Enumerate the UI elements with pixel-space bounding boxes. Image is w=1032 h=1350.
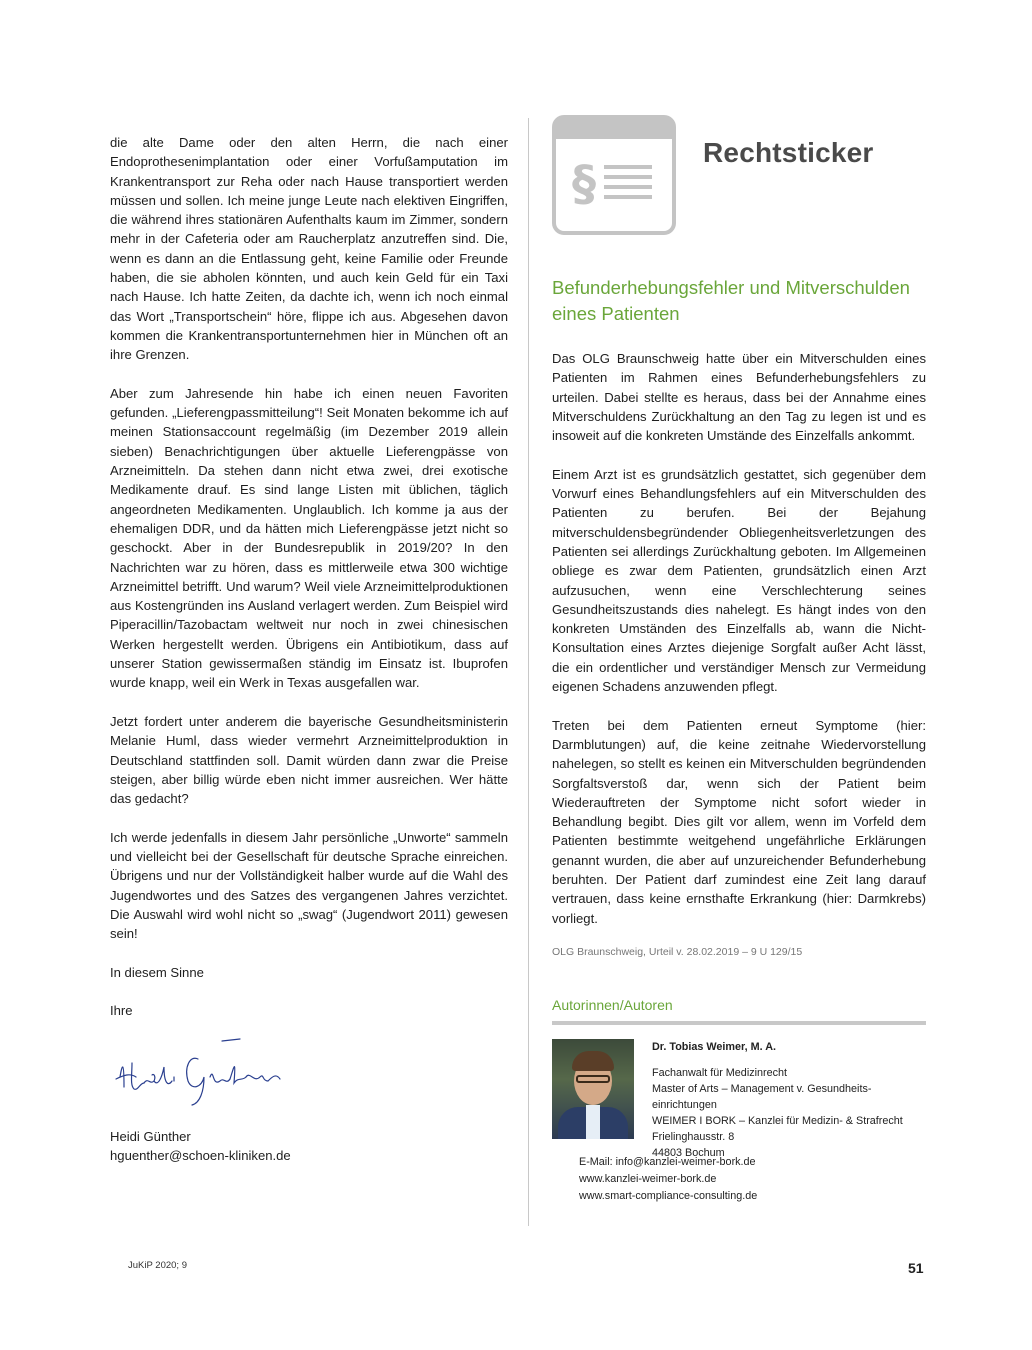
author-email-text: hguenther@schoen-kliniken.de: [110, 1148, 291, 1164]
article-title: Befunderhebungsfehler und Mitverschulden eines Patienten: [552, 277, 910, 324]
author-name: Dr. Tobias Weimer, M. A.: [652, 1040, 776, 1053]
author-email-link[interactable]: E-Mail: info@kanzlei-weimer-bork.de: [579, 1155, 756, 1168]
author-contact: [579, 1154, 757, 1205]
author-website-link-1[interactable]: www.kanzlei-weimer-bork.de: [579, 1172, 717, 1185]
author-info: [652, 1039, 932, 1161]
section-title: Rechtsticker: [703, 137, 874, 168]
left-column: [110, 133, 508, 1166]
article-paragraph-1: Das OLG Braunschweig hatte über ein Mitverschulden eines Patienten im Rahmen eines Befunderhebungsfehlers zu urteilen. Dabei stellte es heraus, dass bei der Annahme eines Mitverschuldens Zurückhaltung an den Tag zu legen ist und es insoweit auf die konkreten Umstände des Einzelfalls ankommt.: [552, 351, 926, 444]
citation: OLG Braunschweig, Urteil v. 28.02.2019 – 9 U 129/15: [552, 946, 803, 959]
svg-text:§: §: [572, 156, 596, 212]
left-paragraph-4: Ich werde jedenfalls in diesem Jahr persönliche „Unworte“ sammeln und vielleicht bei der Gesellschaft für deutsche Sprache einreichen. Übrigens und nur der Vollständigkeit halber wurde auf die Wahl des Jugendwortes und des Satzes des vergangenen Jahres verzichtet. Die Auswahl wird wohl nicht so „swag“ (Jugendwort 2011) gewesen sein!: [110, 829, 508, 942]
author-website-link-2[interactable]: www.smart-compliance-consulting.de: [579, 1189, 758, 1202]
paragraph-document-icon: [552, 115, 676, 235]
author-line-2: Master of Arts – Management v. Gesundheits-einrichtungen: [652, 1082, 872, 1111]
handwritten-signature: [110, 1037, 290, 1112]
author-line-5: 44803 Bochum: [652, 1146, 725, 1159]
article-paragraph-3: Treten bei dem Patienten erneut Symptome (hier: Darmblutungen) auf, die keine zeitnahe Wiedervorstellung nahelegen, so stellt es keinen ein Mitverschulden begründenden Sorgfaltsverstoß dar, wenn sich der Patient beim Wiederauftreten der Symptome nicht sofort wieder in Behandlung begibt. Dies gilt vor allem, wenn im Vorfeld dem Patienten bestimmte weitgehend ungefährliche Erklärungen genannt wurden, die aber auf unzureichender Befunderhebung beruhten. Der Patient darf zumindest eine Zeit lang darauf vertrauen, dass keine ernsthafte Erkrankung (hier: Darmkrebs) vorliegt.: [552, 717, 926, 926]
journal-reference: JuKiP 2020; 9: [128, 1260, 187, 1271]
article-paragraph-2: Einem Arzt ist es grundsätzlich gestattet, sich gegenüber dem Vorwurf eines Behandlungsfehlers auf ein Mitverschulden des Patienten zu berufen. Bei der Bejahung mitverschuldensbegründender Obliegenheitsverletzungen des Patienten sei allerdings Zurückhaltung geboten. Im Allgemeinen obliege es zwar dem Patienten, grundsätzlich einen Arzt aufzusuchen, wenn eine Verschlechterung seines Gesundheitszustands dies nahelegt. Es hängt indes von den konkreten Umständen des Einzelfalls ab, wann die Nicht-Konsultation eines Arztes diejenige Sorgfalt außer Acht lässt, die ein ordentlicher und verständiger Mensch zur Vermeidung eigenen Schadens anzuwenden pflegt.: [552, 466, 926, 695]
right-column: [552, 115, 926, 1214]
ihre-text: Ihre: [110, 1003, 133, 1019]
section-header: [552, 115, 926, 235]
author-line-4: Frielinghausstr. 8: [652, 1130, 735, 1143]
left-paragraph-2: Aber zum Jahresende hin habe ich einen neuen Favoriten gefunden. „Lieferengpassmitteilung“! Seit Monaten bekomme ich auf meinen Stationsaccount regelmäßig (im Dezember 2019 allein sieben) Benachrichtigungen über aktuelle Lieferengpässe von Arzneimitteln. Da stehen dann nicht etwa zwei, drei exotische Medikamente drauf. Es sind lange Listen mit üblichen, täglich angeordneten Medikamenten. Unglaublich. Ich komme ja aus der ehemaligen DDR, und da hätten mich Lieferengpässe jetzt nicht so geschockt. Aber in der Bundesrepublik in 2019/20? In den Nachrichten war zu hören, dass es mittlerweile etwa 300 wichtige Arzneimittel betrifft. Und warum? Weil viele Arzneimittelproduktionen aus Kostengründen ins Ausland verlagert werden. Zum Beispiel wird Piperacillin/Tazobactam weltweit nur noch in zwei chinesischen Werken hergestellt werden. Übrigens ein Antibiotikum, dass auf unserer Station gewissermaßen ständig im Einsatz ist. Ibuprofen wurde knapp, weil ein Werk in Texas ausgefallen war.: [110, 385, 508, 691]
closing-text: In diesem Sinne: [110, 964, 204, 980]
author-block: [552, 1039, 926, 1214]
author-line-3: WEIMER I BORK – Kanzlei für Medizin- & Strafrecht: [652, 1114, 903, 1127]
authors-heading: Autorinnen/Autoren: [552, 997, 926, 1025]
article-body: [552, 349, 926, 963]
author-photo: [552, 1039, 634, 1139]
left-paragraph-1: die alte Dame oder den alten Herrn, die nach einer Endoprothesenimplantation oder einer Vorfußamputation im Krankentransport zur Reha oder nach Hause transportiert werden müssen und sollen. Ich meine junge Leute nach elektiven Eingriffen, die während ihres stationären Aufenthalts kaum im Zimmer, sondern mehr in der Cafeteria oder am Raucherplatz anzutreffen sind. Die, wenn es dann an die Entlassung geht, keine Familie oder Freunde haben, die sie abholen könnten, und auch kein Geld für ein Taxi nach Hause. Ich hatte Zeiten, da dachte ich, wenn ich noch einmal das Wort „Transportschein“ höre, flippe ich aus. Abgesehen davon kommen die Krankentransportunternehmen hier in München oft an ihre Grenzen.: [110, 135, 508, 363]
page-number: 51: [908, 1260, 924, 1276]
author-line-1: Fachanwalt für Medizinrecht: [652, 1066, 788, 1079]
left-paragraph-3: Jetzt fordert unter anderem die bayerische Gesundheitsministerin Melanie Huml, dass wieder vermehrt Arzneimittelproduktion in Deutschland stattfinden soll. Damit würden dann zwar die Preise steigen, aber billig würde eben nicht immer ausreichen. Wer hätte das gedacht?: [110, 713, 508, 807]
column-divider: [528, 118, 529, 1226]
author-name-text: Heidi Günther: [110, 1128, 191, 1144]
